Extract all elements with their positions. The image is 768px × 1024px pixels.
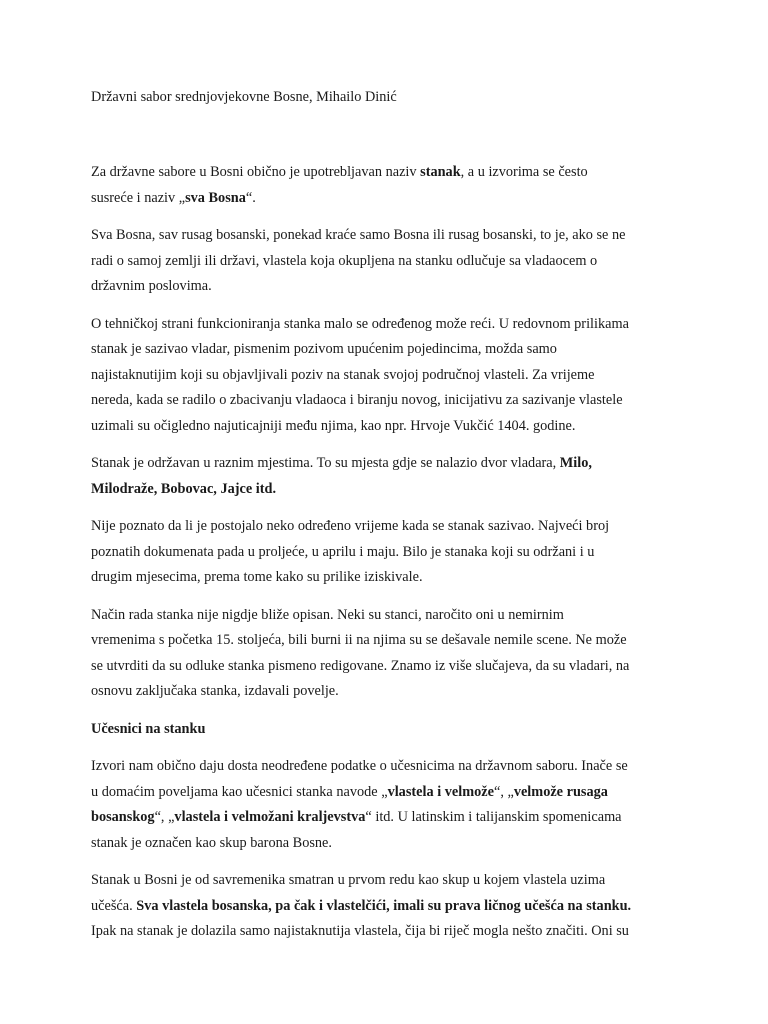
text-run: Nije poznato da li je postojalo neko određeno vrijeme kada se stanak sazivao. Najveći broj (91, 518, 610, 534)
text-line (91, 274, 691, 300)
document-body (91, 160, 691, 957)
text-line (91, 805, 691, 831)
bold-text: bosanskog (91, 809, 155, 825)
bold-text: velmože rusaga (513, 783, 608, 800)
paragraph (91, 868, 691, 945)
text-run: učešća. (91, 897, 137, 914)
text-run: “ itd. U latinskim i talijanskim spomenicama (365, 809, 622, 825)
text-line (91, 477, 691, 503)
text-line (91, 919, 691, 945)
bold-text: vlastela i velmože (387, 783, 494, 800)
text-line (91, 160, 691, 186)
paragraph (91, 451, 691, 502)
text-run: Za državne sabore u Bosni obično je upotrebljavan naziv (91, 164, 421, 180)
document-title: Državni sabor srednjovjekovne Bosne, Mihailo Dinić (91, 89, 397, 105)
text-run: Stanak je održavan u raznim mjestima. To su mjesta gdje se nalazio dvor vladara, (91, 455, 560, 471)
bold-text: Milo, (559, 455, 592, 471)
text-line (91, 754, 691, 780)
bold-text: vlastela i velmožani kraljevstva (174, 809, 366, 825)
text-run: radi o samoj zemlji ili državi, vlastela koja okupljena na stanku odlučuje sa vladaocem o (91, 252, 598, 269)
text-run: stanak je označen kao skup barona Bosne. (91, 834, 332, 851)
text-run: susreće i naziv „ (91, 189, 186, 206)
text-run: Ipak na stanak je dolazila samo najistaknutija vlastela, čija bi riječ mogla nešto značiti. Oni su (91, 923, 629, 939)
paragraph (91, 160, 691, 211)
text-line (91, 451, 691, 477)
text-run: Način rada stanka nije nigdje bliže opisan. Neki su stanci, naročito oni u nemirnim (91, 606, 564, 623)
bold-text: Učesnici na stanku (91, 720, 206, 737)
paragraph (91, 754, 691, 856)
text-run: uzimali su očigledno najuticajniji među njima, kao npr. Hrvoje Vukčić 1404. godine. (91, 417, 576, 434)
paragraph (91, 514, 691, 591)
text-line (91, 186, 691, 212)
text-line (91, 540, 691, 566)
text-run: O tehničkoj strani funkcioniranja stanka malo se određenog može reći. U redovnom prilikama (91, 315, 629, 332)
paragraph (91, 312, 691, 440)
text-run: stanak je sazivao vladar, pismenim pozivom upućenim pojedincima, možda samo (91, 341, 557, 357)
text-run: državnim poslovima. (91, 278, 212, 294)
text-line (91, 628, 691, 654)
text-run: Izvori nam obično daju dosta neodređene podatke o učesnicima na državnom saboru. Inače se (91, 758, 628, 774)
text-line (91, 679, 691, 705)
text-line (91, 565, 691, 591)
text-run: Stanak u Bosni je od savremenika smatran u prvom redu kao skup u kojem vlastela uzima (91, 872, 606, 888)
text-run: “. (245, 189, 256, 206)
text-run: , a u izvorima se često (460, 164, 588, 180)
bold-text: stanak (420, 164, 461, 180)
text-line (91, 894, 691, 920)
text-line (91, 831, 691, 857)
section-heading (91, 717, 691, 743)
text-line (91, 603, 691, 629)
text-run: “, „ (493, 783, 514, 800)
text-run: najistaknutijim koji su objavljivali poziv na stanak svojoj područnoj vlasteli. Za vrijeme (91, 366, 595, 383)
text-line (91, 514, 691, 540)
text-run: u domaćim poveljama kao učesnici stanka navode „ (91, 783, 388, 800)
text-run: vremenima s početka 15. stoljeća, bili burni ii na njima su se dešavale nemile scene. Ne može (91, 632, 627, 648)
text-run: “, „ (154, 809, 175, 825)
text-run: drugim mjesecima, prema tome kako su prilike iziskivale. (91, 569, 423, 585)
paragraph (91, 223, 691, 300)
bold-text: sva Bosna (185, 189, 246, 206)
text-line (91, 780, 691, 806)
text-run: Sva Bosna, sav rusag bosanski, ponekad kraće samo Bosna ili rusag bosanski, to je, ako se ne (91, 227, 626, 243)
text-line (91, 223, 691, 249)
text-line (91, 249, 691, 275)
text-run: se utvrditi da su odluke stanka pismeno redigovane. Znamo iz više slučajeva, da su vladari, na (91, 657, 630, 674)
text-line (91, 312, 691, 338)
text-line (91, 717, 691, 743)
text-line (91, 363, 691, 389)
text-line (91, 654, 691, 680)
text-run: nereda, kada se radilo o zbacivanju vladaoca i biranju novog, inicijativu za sazivanje vlastele (91, 392, 623, 408)
bold-text: Sva vlastela bosanska, pa čak i vlastelčići, imali su prava ličnog učešća na stanku. (136, 897, 632, 914)
text-line (91, 337, 691, 363)
text-line (91, 388, 691, 414)
text-run: poznatih dokumenata pada u proljeće, u aprilu i maju. Bilo je stanaka koji su održani i u (91, 543, 595, 560)
text-run: osnovu zaključaka stanka, izdavali povelje. (91, 683, 339, 699)
text-line (91, 414, 691, 440)
paragraph (91, 603, 691, 705)
text-line (91, 868, 691, 894)
bold-text: Milodraže, Bobovac, Jajce itd. (91, 480, 277, 497)
